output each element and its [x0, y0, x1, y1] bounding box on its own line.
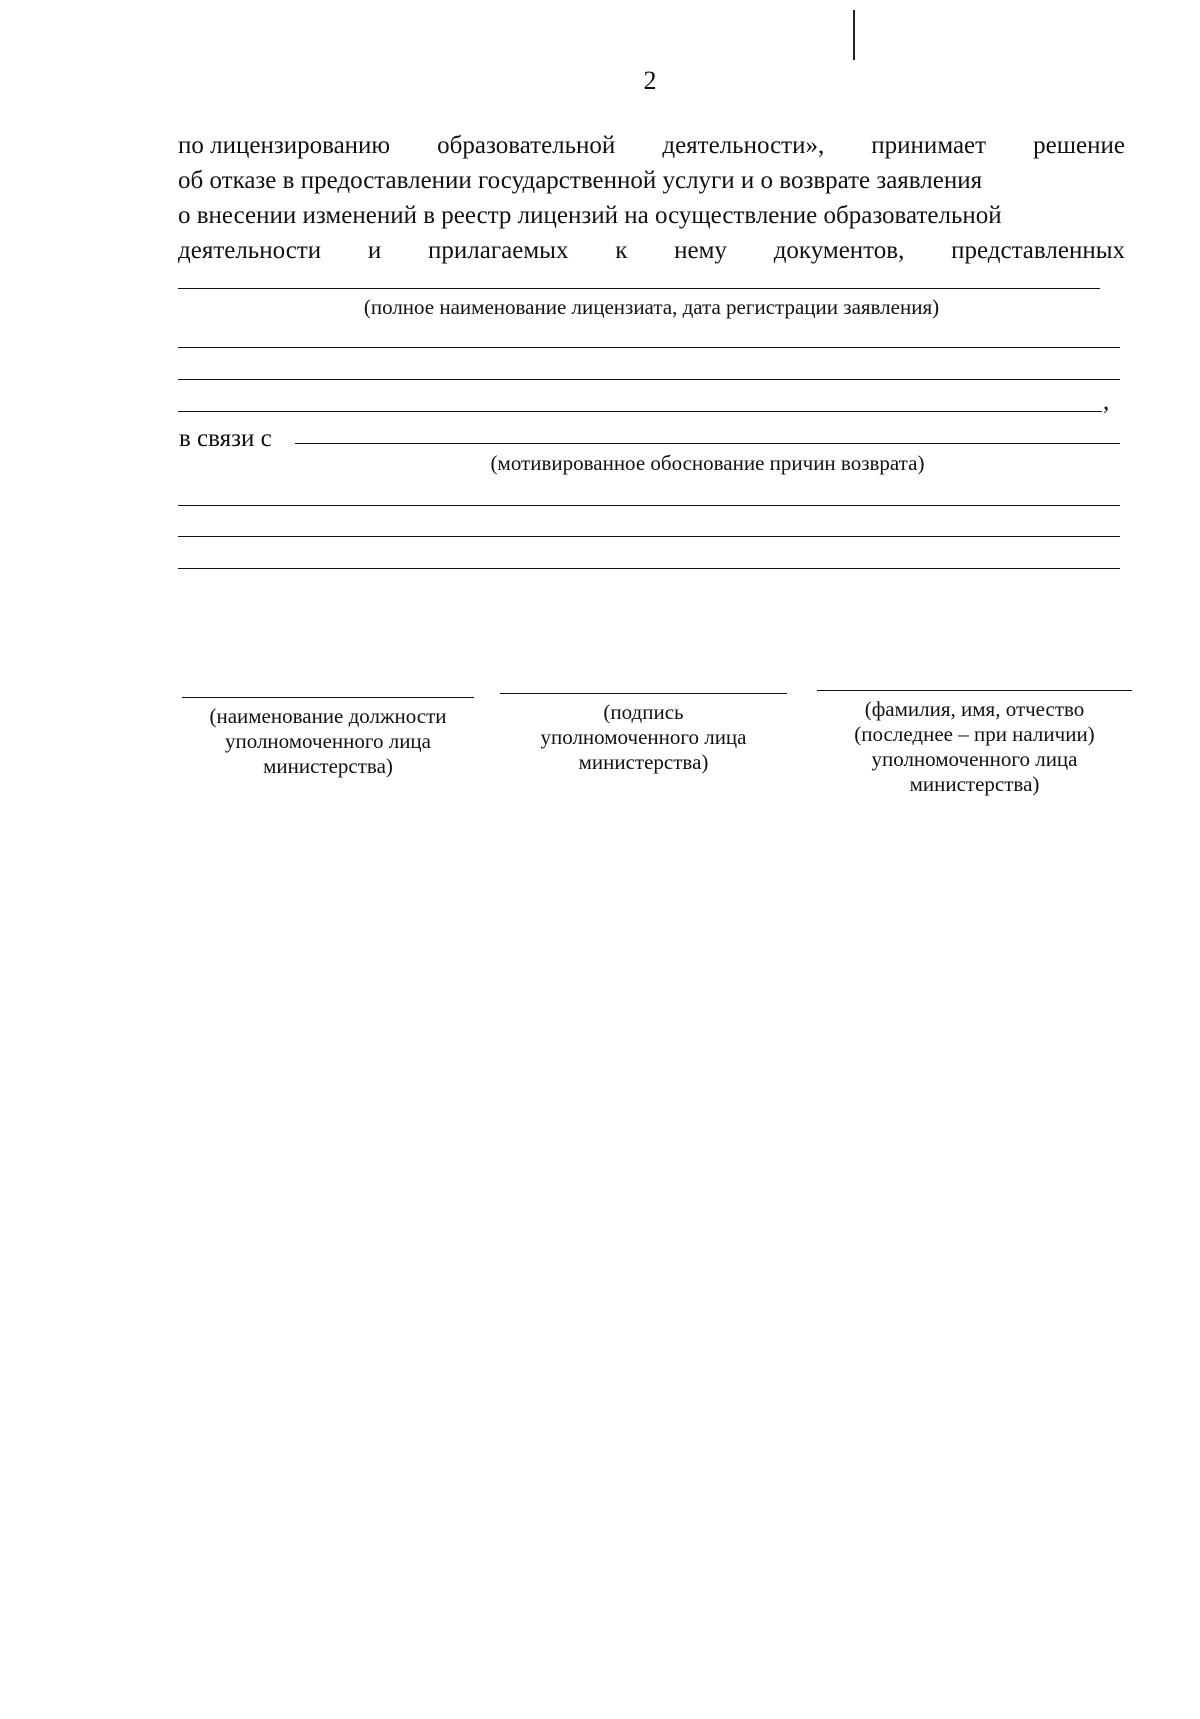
- licensee-blank-line[interactable]: [178, 288, 1100, 289]
- caption-line: министерства): [578, 750, 709, 774]
- blank-line[interactable]: [178, 347, 1120, 348]
- licensee-caption: (полное наименование лицензиата, дата регистрации заявления): [363, 295, 940, 319]
- blank-line[interactable]: [178, 536, 1120, 537]
- word: деятельности»,: [662, 132, 825, 159]
- position-signature-line[interactable]: [182, 697, 474, 698]
- reason-blank-line[interactable]: [295, 443, 1120, 444]
- paragraph-line-2: [178, 165, 1125, 197]
- word: принимает: [871, 132, 987, 159]
- caption-line: министерства): [909, 772, 1040, 796]
- scan-margin-mark: [853, 10, 855, 60]
- paragraph-line-4: [178, 235, 1125, 267]
- paragraph-line-1: [178, 130, 1125, 162]
- line-text: о внесении изменений в реестр лицензий на осуществление образовательной: [178, 202, 1002, 229]
- blank-line[interactable]: [178, 379, 1120, 380]
- word: решение: [1033, 132, 1125, 159]
- word: и: [367, 237, 382, 264]
- signature-block-full-name: [817, 690, 1132, 797]
- word: прилагаемых: [428, 237, 569, 264]
- word: документов,: [773, 237, 905, 264]
- reason-caption: (мотивированное обоснование причин возврата): [490, 451, 925, 475]
- signature-block-signature: [500, 693, 787, 775]
- caption-line: уполномоченного лица: [871, 747, 1078, 771]
- word: образовательной: [437, 132, 616, 159]
- page-number: 2: [643, 66, 657, 95]
- blank-line[interactable]: [178, 505, 1120, 506]
- in-connection-label: в связи с: [179, 425, 272, 452]
- blank-line[interactable]: [178, 411, 1102, 412]
- caption-line: (подпись: [603, 700, 684, 724]
- signature-block-position: [182, 697, 474, 779]
- signature-line[interactable]: [500, 693, 787, 694]
- caption-line: уполномоченного лица: [224, 729, 431, 753]
- caption-line: (последнее – при наличии): [854, 722, 1095, 746]
- caption-line: уполномоченного лица: [540, 725, 747, 749]
- word: нему: [674, 237, 727, 264]
- comma: ,: [1103, 388, 1110, 415]
- caption-line: (фамилия, имя, отчество: [864, 697, 1085, 721]
- word: к: [615, 237, 628, 264]
- caption-line: министерства): [263, 754, 393, 778]
- caption-line: (наименование должности: [209, 704, 447, 728]
- paragraph-line-3: [178, 200, 1125, 232]
- blank-line[interactable]: [178, 568, 1120, 569]
- word: по лицензированию: [178, 132, 391, 159]
- word: представленных: [951, 237, 1125, 264]
- line-text: об отказе в предоставлении государственной услуги и о возврате заявления: [178, 167, 983, 194]
- word: деятельности: [178, 237, 322, 264]
- full-name-signature-line[interactable]: [817, 690, 1132, 691]
